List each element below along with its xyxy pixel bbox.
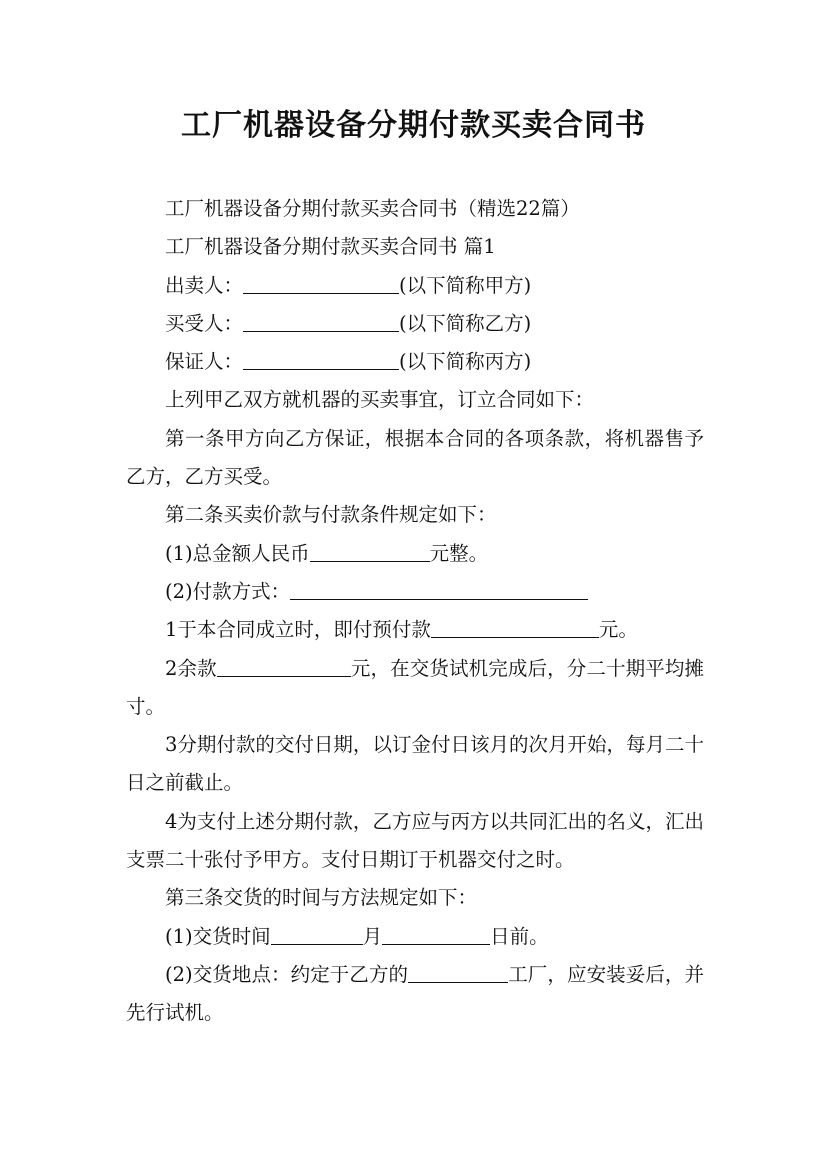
guarantor-suffix: (以下简称丙方) — [399, 350, 532, 374]
factory-blank — [408, 962, 508, 983]
total-suffix: 元整。 — [429, 541, 489, 565]
payment-item-2 — [126, 650, 704, 727]
buyer-suffix: (以下简称乙方) — [399, 311, 532, 335]
payment-item-4: 4为支付上述分期付款，乙方应与丙方以共同汇出的名义，汇出支票二十张付予甲方。支付日期订于机器交付之时。 — [126, 809, 704, 872]
item2-prefix: 2余款 — [165, 656, 217, 680]
delivery-month-label: 月 — [362, 924, 383, 948]
delivery-day-blank — [382, 924, 490, 945]
document-body — [126, 190, 704, 1033]
intro-paragraph: 上列甲乙双方就机器的买卖事宜，订立合同如下： — [165, 388, 595, 412]
seller-suffix: (以下简称甲方) — [399, 273, 532, 297]
seller-label: 出卖人： — [165, 273, 244, 297]
balance-blank — [217, 656, 351, 677]
article-1: 第一条甲方向乙方保证，根据本合同的各项条款，将机器售予乙方，乙方买受。 — [126, 426, 704, 489]
payment-item-1 — [126, 611, 704, 649]
article-2-heading: 第二条买卖价款与付款条件规定如下： — [165, 503, 497, 527]
guarantor-line — [126, 343, 704, 381]
seller-line — [126, 267, 704, 305]
delivery-place-line — [126, 956, 704, 1033]
payment-method-blank — [290, 579, 588, 600]
seller-blank — [243, 273, 399, 294]
item1-suffix: 元。 — [598, 618, 638, 642]
delivery-time-suffix: 日前。 — [490, 924, 549, 948]
document-subtitle: 工厂机器设备分期付款买卖合同书（精选22篇） — [165, 197, 580, 220]
delivery-month-blank — [271, 924, 363, 945]
total-amount-line — [126, 535, 704, 573]
item1-prefix: 1于本合同成立时，即付预付款 — [165, 618, 431, 642]
payment-item-3: 3分期付款的交付日期，以订金付日该月的次月开始，每月二十日之前截止。 — [126, 733, 704, 795]
article-3-heading: 第三条交货的时间与方法规定如下： — [165, 886, 478, 910]
payment-method-line — [126, 573, 704, 611]
delivery-time-prefix: (1)交货时间 — [165, 924, 271, 948]
payment-method-label: (2)付款方式： — [165, 579, 291, 603]
delivery-place-suffix: 工厂，应安装妥后，并先行试机。 — [126, 962, 704, 1025]
buyer-label: 买受人： — [165, 311, 244, 335]
buyer-line — [126, 305, 704, 343]
delivery-place-prefix: (2)交货地点：约定于乙方的 — [165, 962, 409, 986]
item2-suffix: 元，在交货试机完成后，分二十期平均摊寸。 — [126, 656, 704, 718]
section-heading: 工厂机器设备分期付款买卖合同书 篇1 — [165, 235, 496, 259]
delivery-time-line — [126, 918, 704, 956]
prepayment-blank — [431, 618, 599, 639]
guarantor-blank — [243, 350, 399, 371]
total-blank — [310, 541, 430, 562]
buyer-blank — [243, 311, 399, 332]
total-prefix: (1)总金额人民币 — [165, 541, 310, 565]
guarantor-label: 保证人： — [165, 350, 244, 374]
document-title: 工厂机器设备分期付款买卖合同书 — [181, 108, 646, 143]
